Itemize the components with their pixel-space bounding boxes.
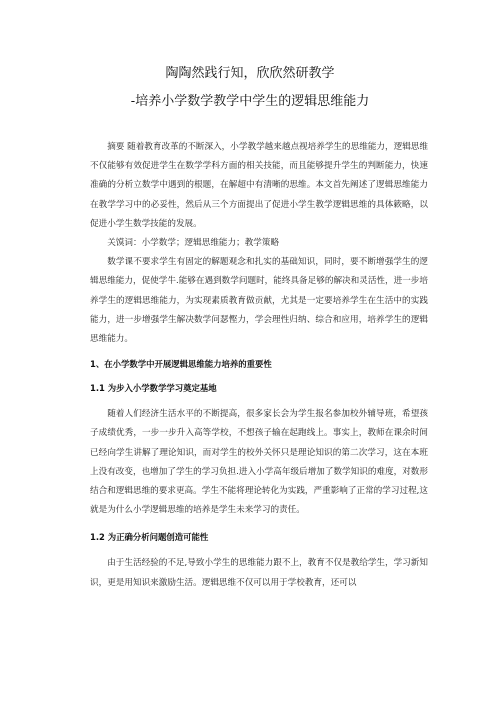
abstract-paragraph: 摘要 随着教育改革的不断深入，小学教学越来越点视培养学生的思维能力，逻辑思维不仅能够有效促进学生在数学学科方面的相关技能，而且能够提升学生的判断能力，快速准确的分析立数学中遇到的根题，在解超中有清晰的思维。本文首先阐述了逻辑思维能力在教学学习中的必妥性，然后从三个方面提出了促进小学生教学逻辑思维的具体簌略，以促进小学生数学技能的发展。	[90, 142, 428, 229]
section-1-heading: 1、在小学数学中开展逻辑思维能力培养的重要性	[90, 359, 272, 370]
keywords-line: 关馍词：小学数学；逻辑思维能力；教学策略	[107, 238, 280, 249]
document-body	[90, 138, 428, 593]
section-1-1-paragraph: 随着人们经济生活水平的不断提高，很多家长会为学生报名参加校外辅导班，希望孩子成绩优秀，一步一步升入高等学校，不想孩子输在起跑线上。事实上，教师在课余时间已经向学生讲解了理论知识，而对学生的校外关怀只是理论知识的第二次学习，这在本班上没有改变，也增加了学生的学习负担.进入小学高年级后增加了数学知识的难度，对数形结合和逻辑思维的要求更高。学生不能将理论转化为实践，严重影响了正常的学习过程,这就是为什么小学逻辑思维的培养是学生未来学习的责任。	[90, 409, 428, 516]
document-subtitle: -培养小学数学教学中学生的逻辑思维能力	[130, 94, 370, 109]
document-title: 陶陶然践行知，欣欣然研教学	[165, 66, 335, 81]
section-1-2-paragraph: 由于生活经验的不足,导致小学生的思维能力跟不上，教育不仅是教给学生，学习新知识，更是用知识来激励生活。逻辑思维不仅可以用于学校教育，还可以	[90, 558, 428, 588]
intro-paragraph: 数学课不要求学生有固定的解题观念和扎实的基础知识，同时，要不断增强学生的逻辑思维能力，促使学牛.能够在遇到数学问题时，能终具备足够的解决和灵活性，进一步培养学生的逻辑思维能力，为实现素质教育做贡献，尤其是一定要培养学生在生活中的实践能力，进一步增强学生解决数学问瑟慳力，学会理性归纳、综合和应用，培养学生的逻辑思维能力。	[90, 257, 428, 345]
section-1-2-heading: 1.2 为正确分析问题创造可能性	[90, 532, 209, 543]
section-1-1-heading: 1.1 为步入小学数学学习奠定基地	[90, 383, 217, 394]
